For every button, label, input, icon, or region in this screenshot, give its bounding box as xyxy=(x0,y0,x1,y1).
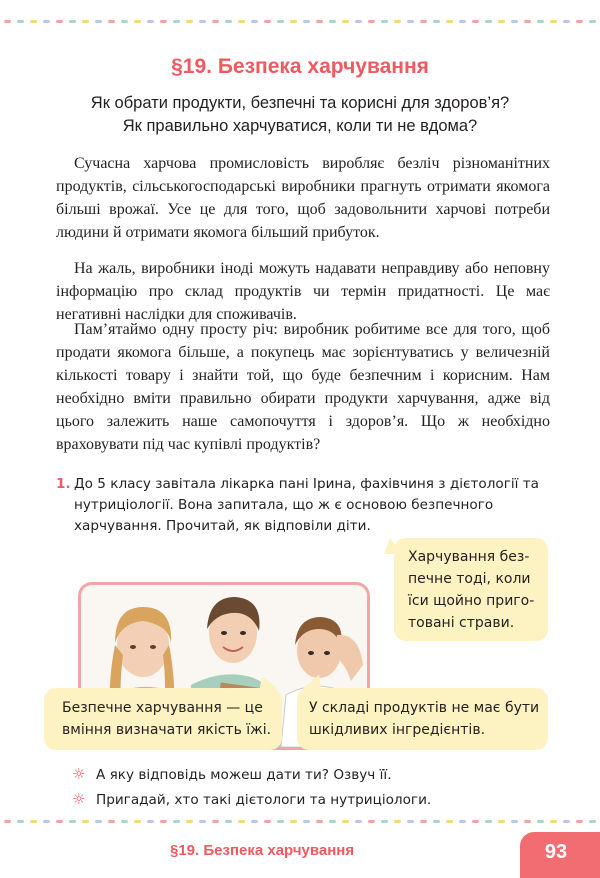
question-1: Як обрати продукти, безпечні та корисні для здоров’я? xyxy=(90,94,510,112)
border-dot xyxy=(537,20,544,23)
lesson-questions xyxy=(0,92,600,138)
border-dot xyxy=(472,20,479,23)
border-dot xyxy=(212,820,219,823)
speech-bubble-right-bottom xyxy=(297,688,548,750)
border-dot xyxy=(459,820,466,823)
border-dot xyxy=(355,20,362,23)
border-dot xyxy=(511,820,518,823)
border-dot xyxy=(43,820,50,823)
border-dot xyxy=(225,820,232,823)
border-dot xyxy=(381,820,388,823)
border-dot xyxy=(121,820,128,823)
border-dot xyxy=(342,20,349,23)
border-dot xyxy=(277,20,284,23)
bubble-line: їси щойно приго- xyxy=(408,593,535,609)
top-dotted-border xyxy=(0,20,600,24)
border-dot xyxy=(589,20,596,23)
border-dot xyxy=(485,20,492,23)
bubble-line: вміння визначати якість їжі. xyxy=(62,722,272,738)
border-dot xyxy=(316,820,323,823)
bubble-line: печне тоді, коли xyxy=(408,571,531,587)
border-dot xyxy=(394,20,401,23)
border-dot xyxy=(303,820,310,823)
border-dot xyxy=(550,20,557,23)
border-dot xyxy=(56,20,63,23)
bubble-line: Харчування без- xyxy=(408,549,530,565)
border-dot xyxy=(251,820,258,823)
page-title: §19. Безпека харчування xyxy=(171,55,429,78)
border-dot xyxy=(108,20,115,23)
bullet-item-1 xyxy=(72,764,392,785)
border-dot xyxy=(368,20,375,23)
task-number: 1. xyxy=(56,476,71,492)
border-dot xyxy=(407,20,414,23)
task-text: До 5 класу завітала лікарка пані Ірина, фахівчиня з дієтології та нутриціології. Вона запитала, що ж є основою безпечного харчування. Прочитай, як відповіли діти. xyxy=(74,476,539,534)
border-dot xyxy=(186,820,193,823)
bubble-line: Безпечне харчування — це xyxy=(62,700,263,716)
border-dot xyxy=(459,20,466,23)
border-dot xyxy=(147,20,154,23)
border-dot xyxy=(524,820,531,823)
border-dot xyxy=(17,820,24,823)
border-dot xyxy=(511,20,518,23)
bubble-line: У складі продуктів не має бути xyxy=(309,700,540,716)
border-dot xyxy=(82,20,89,23)
border-dot xyxy=(173,20,180,23)
border-dot xyxy=(4,20,11,23)
border-dot xyxy=(108,820,115,823)
paragraph-3: Пам’ятаймо одну просту річ: виробник робитиме все для того, щоб продати якомога більше, а покупець має зорієнтуватись у величезній кількості товару і знайти той, що буде безпечним і корисним. Нам необхідно вміти правильно обирати продукти харчування, адже від цього залежить наше самопочуття і здоров’я. Що ж необхідно враховувати під час купівлі продуктів? xyxy=(56,321,550,454)
sun-icon: ☼ xyxy=(72,765,86,783)
border-dot xyxy=(368,820,375,823)
border-dot xyxy=(212,20,219,23)
border-dot xyxy=(524,20,531,23)
page-number-tab xyxy=(520,832,600,878)
bubble-line: товані страви. xyxy=(408,615,515,631)
border-dot xyxy=(563,20,570,23)
border-dot xyxy=(277,820,284,823)
border-dot xyxy=(550,820,557,823)
border-dot xyxy=(589,820,596,823)
task-1 xyxy=(56,474,556,537)
border-dot xyxy=(264,820,271,823)
footer-title: §19. Безпека харчування xyxy=(170,842,355,859)
sun-icon: ☼ xyxy=(72,790,86,808)
bullet-item-2 xyxy=(72,789,431,810)
border-dot xyxy=(407,820,414,823)
border-dot xyxy=(329,20,336,23)
border-dot xyxy=(485,820,492,823)
border-dot xyxy=(264,20,271,23)
border-dot xyxy=(251,20,258,23)
bullet-text: Пригадай, хто такі дієтологи та нутриціологи. xyxy=(96,792,432,808)
border-dot xyxy=(134,820,141,823)
bubble-line: шкідливих інгредієнтів. xyxy=(309,722,486,738)
border-dot xyxy=(498,820,505,823)
border-dot xyxy=(30,20,37,23)
border-dot xyxy=(433,20,440,23)
border-dot xyxy=(95,20,102,23)
border-dot xyxy=(433,820,440,823)
border-dot xyxy=(186,20,193,23)
border-dot xyxy=(446,820,453,823)
border-dot xyxy=(420,820,427,823)
border-dot xyxy=(56,820,63,823)
border-dot xyxy=(238,820,245,823)
border-dot xyxy=(199,20,206,23)
paragraph-2: На жаль, виробники іноді можуть надавати неправдиву або неповну інформацію про склад продуктів чи термін придатності. Це має негативні наслідки для споживачів. xyxy=(56,260,550,324)
border-dot xyxy=(95,820,102,823)
border-dot xyxy=(303,20,310,23)
paragraph-1: Сучасна харчова промисловість виробляє безліч різноманітних продуктів, сільськогосподарські виробники прагнуть отримати якомога більші врожаї. Усе це для того, щоб задовольнити харчові потреби людини й отримати якомога більший прибуток. xyxy=(56,155,550,242)
border-dot xyxy=(381,20,388,23)
speech-bubble-left-bottom xyxy=(44,688,282,750)
page-number: 93 xyxy=(544,841,568,863)
border-dot xyxy=(225,20,232,23)
border-dot xyxy=(355,820,362,823)
border-dot xyxy=(316,20,323,23)
border-dot xyxy=(420,20,427,23)
border-dot xyxy=(134,20,141,23)
border-dot xyxy=(576,820,583,823)
bullet-text: А яку відповідь можеш дати ти? Озвуч її. xyxy=(96,767,392,783)
border-dot xyxy=(173,820,180,823)
border-dot xyxy=(394,820,401,823)
border-dot xyxy=(537,820,544,823)
border-dot xyxy=(17,20,24,23)
border-dot xyxy=(472,820,479,823)
border-dot xyxy=(238,20,245,23)
border-dot xyxy=(147,820,154,823)
border-dot xyxy=(290,20,297,23)
border-dot xyxy=(30,820,37,823)
border-dot xyxy=(69,820,76,823)
question-2: Як правильно харчуватися, коли ти не вдома? xyxy=(122,117,478,135)
border-dot xyxy=(290,820,297,823)
border-dot xyxy=(82,820,89,823)
border-dot xyxy=(342,820,349,823)
border-dot xyxy=(160,20,167,23)
border-dot xyxy=(563,820,570,823)
border-dot xyxy=(43,20,50,23)
border-dot xyxy=(498,20,505,23)
border-dot xyxy=(329,820,336,823)
bottom-dotted-border xyxy=(0,820,600,824)
speech-bubble-right-top xyxy=(394,538,548,641)
border-dot xyxy=(4,820,11,823)
border-dot xyxy=(69,20,76,23)
border-dot xyxy=(199,820,206,823)
border-dot xyxy=(160,820,167,823)
border-dot xyxy=(121,20,128,23)
border-dot xyxy=(446,20,453,23)
border-dot xyxy=(576,20,583,23)
